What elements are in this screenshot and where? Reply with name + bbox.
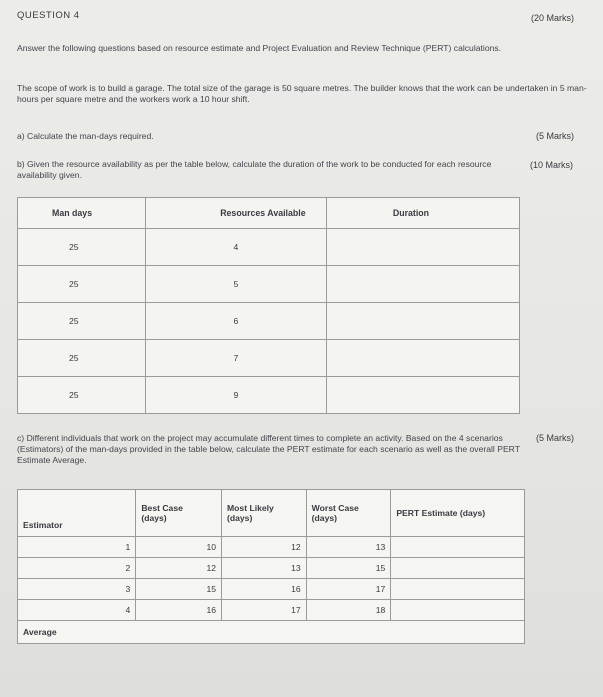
table-row — [18, 579, 525, 600]
most-likely-cell: 13 — [222, 558, 307, 579]
most-likely-cell: 12 — [222, 537, 307, 558]
header-pert-estimate: PERT Estimate (days) — [391, 490, 525, 537]
resource-table — [17, 197, 520, 414]
header-worst-case-title: Worst Case — [311, 503, 359, 513]
pert-estimate-cell[interactable] — [391, 537, 525, 558]
header-best-case-unit: (days) — [141, 513, 167, 523]
header-most-likely-title: Most Likely — [227, 503, 274, 513]
table-row — [18, 266, 520, 303]
question-title: QUESTION 4 — [17, 10, 80, 21]
man-days-cell: 25 — [18, 229, 146, 266]
scope-paragraph: The scope of work is to build a garage. The total size of the garage is 50 square metres. The builder knows that the work can be undertaken in 5 man-hours per square metre and the workers work a 10 hour shift. — [17, 83, 587, 104]
header-most-likely-unit: (days) — [227, 513, 253, 523]
header-duration: Duration — [326, 198, 519, 229]
duration-cell[interactable] — [326, 266, 519, 303]
pert-table-header — [18, 490, 525, 537]
pert-estimate-cell[interactable] — [391, 579, 525, 600]
table-row — [18, 558, 525, 579]
man-days-cell: 25 — [18, 266, 146, 303]
part-c-label: c) — [17, 433, 25, 443]
worst-case-cell: 17 — [306, 579, 391, 600]
man-days-cell: 25 — [18, 303, 146, 340]
table-row — [18, 303, 520, 340]
worst-case-cell: 13 — [306, 537, 391, 558]
header-worst-case-unit: (days) — [311, 513, 337, 523]
average-label: Average — [18, 621, 525, 644]
header-most-likely — [222, 490, 307, 537]
part-a-label: a) — [17, 131, 25, 141]
part-a-text: Calculate the man-days required. — [27, 131, 154, 141]
header-resources-available: Resources Available — [145, 198, 326, 229]
header-man-days: Man days — [18, 198, 146, 229]
duration-cell[interactable] — [326, 340, 519, 377]
pert-table — [17, 489, 525, 644]
resources-cell: 4 — [145, 229, 326, 266]
estimator-cell: 1 — [18, 537, 136, 558]
part-c-text: Different individuals that work on the project may accumulate different times to complete an activity. Based on the 4 scenarios (Estimators) of the man-days provided in the table below, calculate the PERT estimate for each scenario as well as the overall PERT Estimate Average. — [17, 433, 520, 465]
duration-cell[interactable] — [326, 303, 519, 340]
duration-cell[interactable] — [326, 377, 519, 414]
best-case-cell: 12 — [136, 558, 222, 579]
part-c-question — [17, 433, 522, 466]
estimator-cell: 3 — [18, 579, 136, 600]
resources-cell: 7 — [145, 340, 326, 377]
table-row — [18, 340, 520, 377]
header-estimator: Estimator — [18, 490, 136, 537]
part-c-marks: (5 Marks) — [536, 433, 574, 443]
best-case-cell: 16 — [136, 600, 222, 621]
resources-cell: 9 — [145, 377, 326, 414]
resources-cell: 5 — [145, 266, 326, 303]
average-row — [18, 621, 525, 644]
pert-estimate-cell[interactable] — [391, 600, 525, 621]
part-b-marks: (10 Marks) — [530, 160, 574, 170]
best-case-cell: 15 — [136, 579, 222, 600]
resource-table-header — [18, 198, 520, 229]
header-worst-case — [306, 490, 391, 537]
best-case-cell: 10 — [136, 537, 222, 558]
part-b-question — [17, 159, 517, 181]
header-best-case — [136, 490, 222, 537]
table-row — [18, 229, 520, 266]
part-b-text: Given the resource availability as per the table below, calculate the duration of the work to be conducted for each resource availability given. — [17, 159, 492, 180]
header-best-case-title: Best Case — [141, 503, 183, 513]
intro-paragraph: Answer the following questions based on resource estimate and Project Evaluation and Review Technique (PERT) calculations. — [17, 43, 502, 53]
duration-cell[interactable] — [326, 229, 519, 266]
table-row — [18, 377, 520, 414]
estimator-cell: 4 — [18, 600, 136, 621]
resources-cell: 6 — [145, 303, 326, 340]
estimator-cell: 2 — [18, 558, 136, 579]
part-a-question — [17, 131, 437, 142]
worst-case-cell: 15 — [306, 558, 391, 579]
most-likely-cell: 17 — [222, 600, 307, 621]
table-row — [18, 537, 525, 558]
most-likely-cell: 16 — [222, 579, 307, 600]
table-row — [18, 600, 525, 621]
worst-case-cell: 18 — [306, 600, 391, 621]
part-b-label: b) — [17, 159, 25, 169]
part-a-marks: (5 Marks) — [536, 131, 574, 141]
man-days-cell: 25 — [18, 377, 146, 414]
man-days-cell: 25 — [18, 340, 146, 377]
total-marks: (20 Marks) — [531, 13, 575, 23]
pert-estimate-cell[interactable] — [391, 558, 525, 579]
